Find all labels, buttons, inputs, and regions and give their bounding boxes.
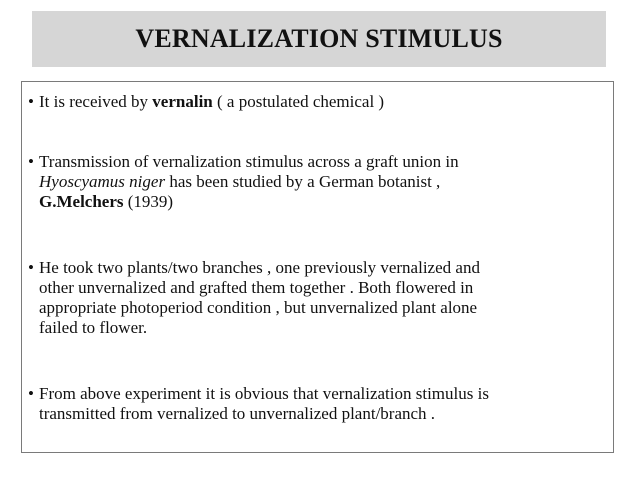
bullet-dot: •: [28, 258, 34, 277]
bullet-item-1: [28, 92, 613, 112]
bullet-text: [39, 92, 613, 112]
bold-author-name: G.Melchers: [39, 192, 124, 211]
bullet-dot: •: [28, 152, 34, 171]
text-line: appropriate photoperiod condition , but unvernalized plant alone: [39, 298, 478, 317]
bullet-item-3: [28, 258, 613, 338]
bullet-dot: •: [28, 384, 34, 403]
text-run: (1939): [123, 192, 174, 211]
text-line: failed to flower.: [39, 318, 148, 337]
text-run: Transmission of vernalization stimulus across a graft union in: [39, 152, 459, 171]
italic-species-name: Hyoscyamus niger: [39, 172, 166, 191]
bullet-text: [39, 152, 613, 212]
bold-term-vernalin: vernalin: [152, 92, 213, 111]
bullet-dot: •: [28, 92, 34, 111]
text-run: has been studied by a German botanist ,: [165, 172, 441, 191]
content-box: [21, 81, 614, 453]
bullet-item-4: [28, 384, 613, 424]
text-line: other unvernalized and grafted them together . Both flowered in: [39, 278, 474, 297]
text-run: ( a postulated chemical ): [212, 92, 385, 111]
text-line: transmitted from vernalized to unvernalized plant/branch .: [39, 404, 436, 423]
bullet-text: [39, 258, 613, 338]
slide-title: VERNALIZATION STIMULUS: [135, 24, 503, 53]
text-line: He took two plants/two branches , one previously vernalized and: [39, 258, 480, 277]
bullet-text: [39, 384, 613, 424]
title-banner: [32, 11, 606, 67]
text-run: It is received by: [39, 92, 153, 111]
bullet-item-2: [28, 152, 613, 212]
text-line: From above experiment it is obvious that vernalization stimulus is: [39, 384, 489, 403]
